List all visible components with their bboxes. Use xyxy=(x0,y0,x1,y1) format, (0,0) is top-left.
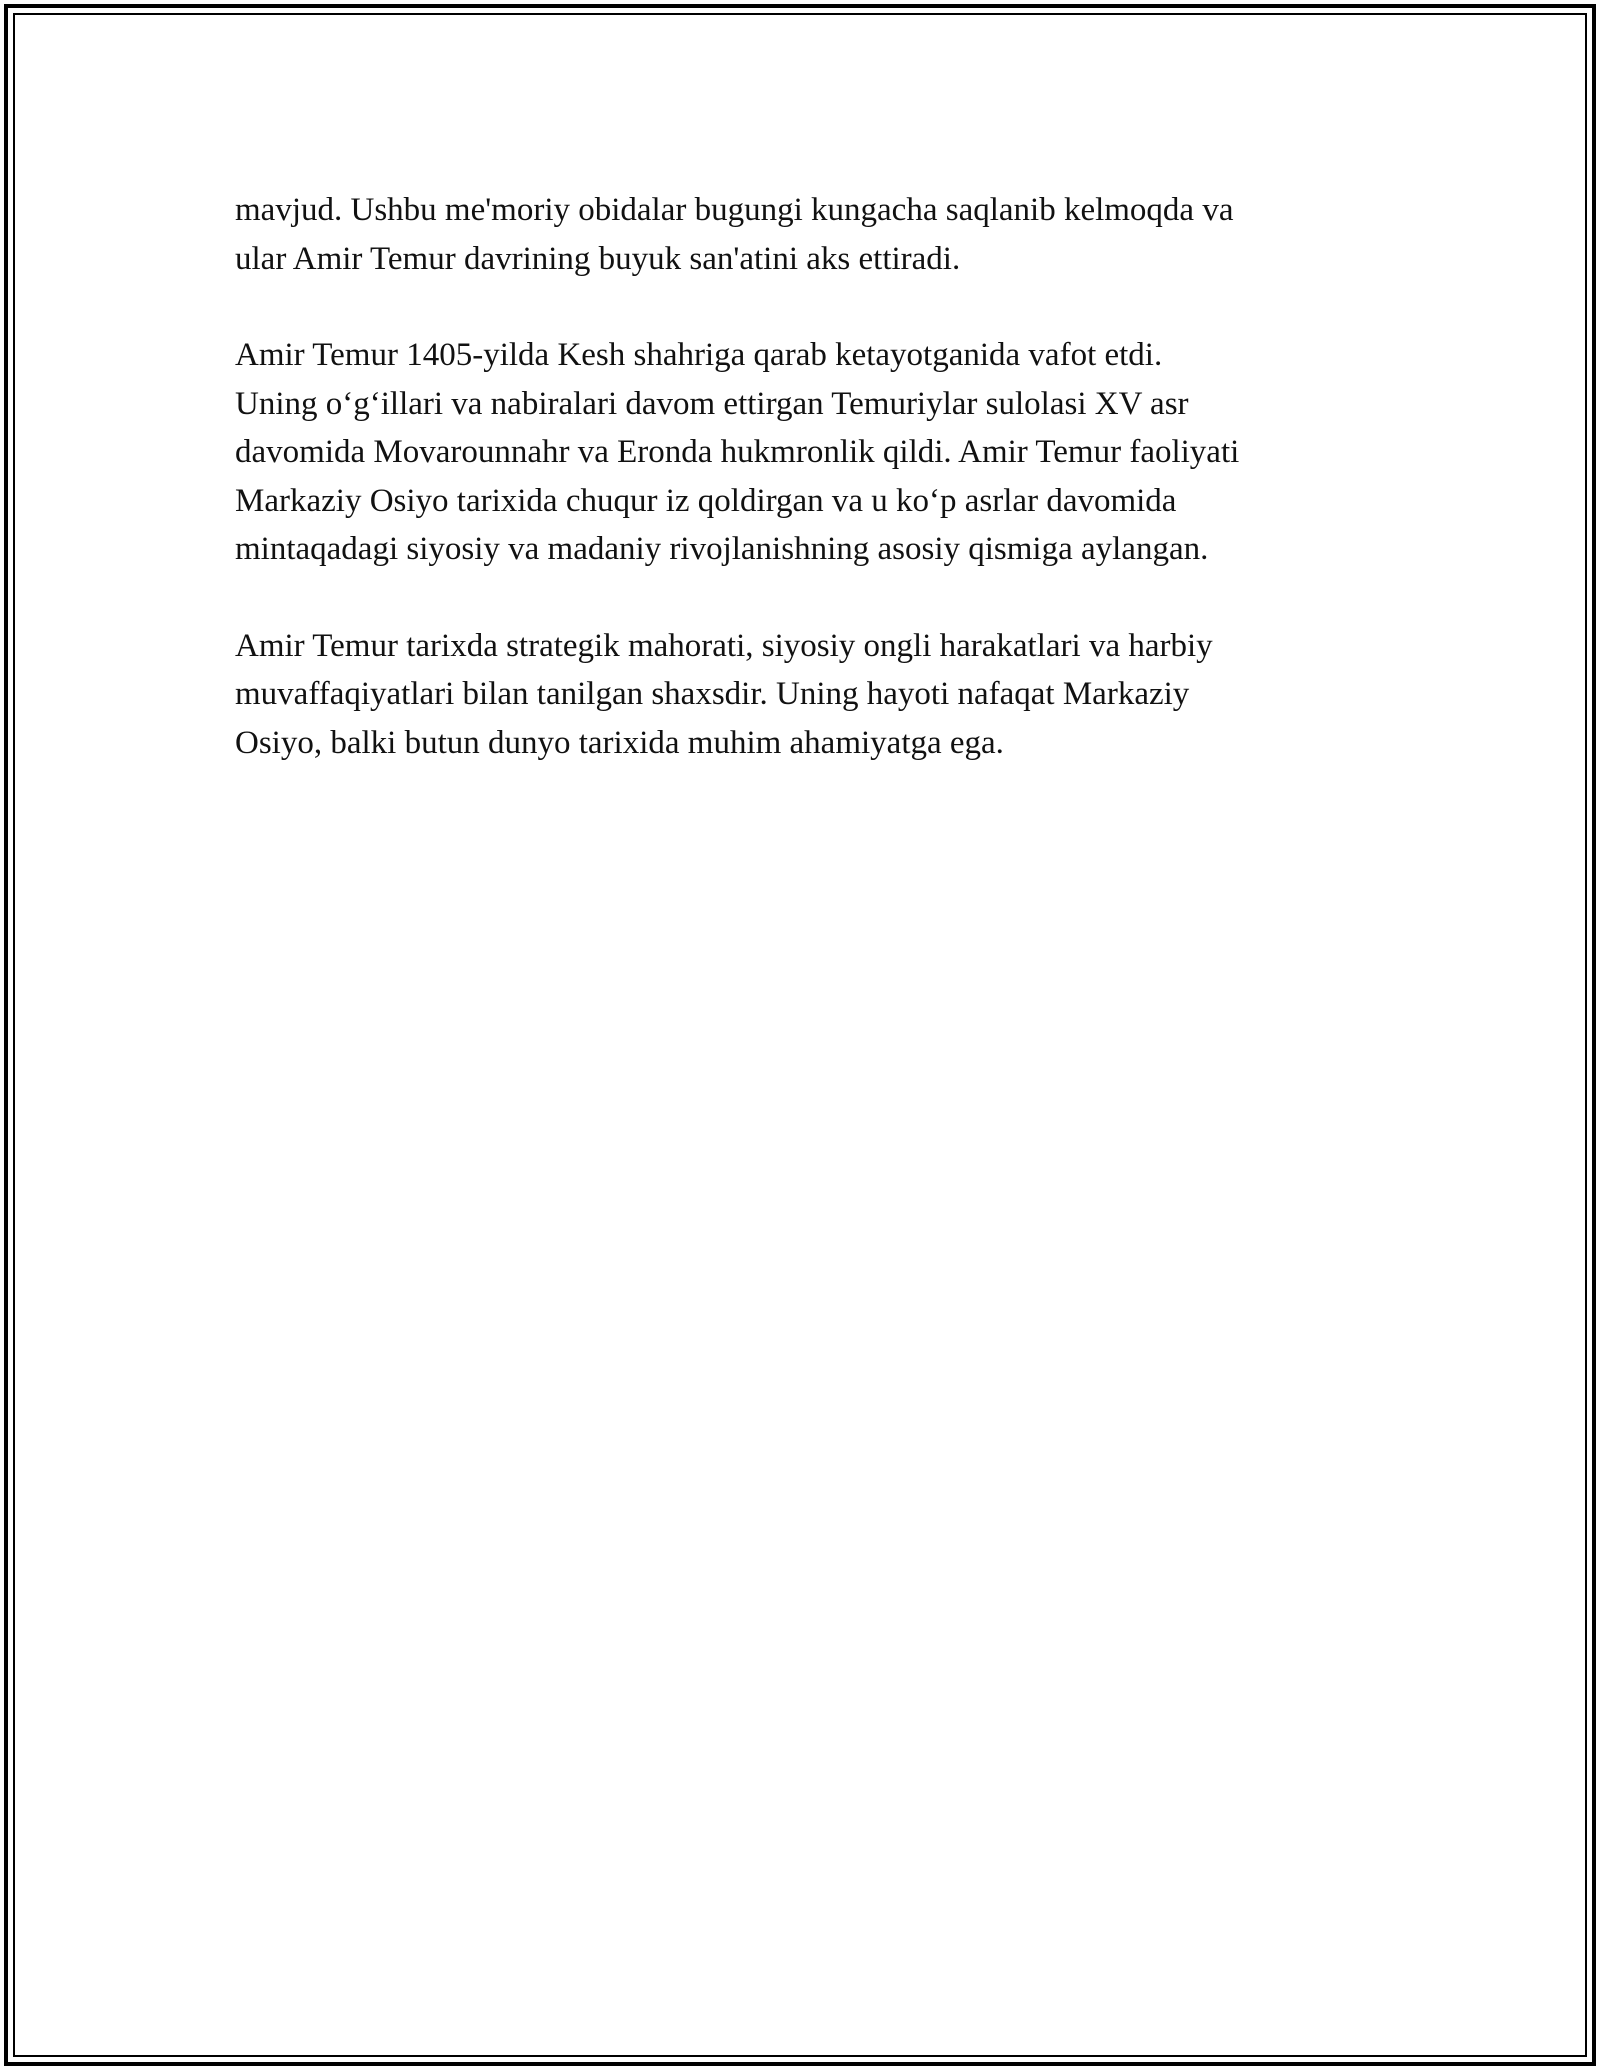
text-line: Uning o‘g‘illari va nabiralari davom ettirgan Temuriylar sulolasi XV asr xyxy=(235,385,1189,422)
document-body xyxy=(235,186,1375,815)
text-line: mintaqadagi siyosiy va madaniy rivojlanishning asosiy qismiga aylangan. xyxy=(235,531,1209,567)
text-line: ular Amir Temur davrining buyuk san'atini aks ettiradi. xyxy=(235,240,961,277)
text-line: muvaffaqiyatlari bilan tanilgan shaxsdir. Uning hayoti nafaqat Markaziy xyxy=(235,676,1190,712)
paragraph-1 xyxy=(235,186,1375,283)
text-line: Osiyo, balki butun dunyo tarixida muhim ahamiyatga ega. xyxy=(235,724,1004,761)
paragraph-3 xyxy=(235,622,1375,768)
text-line: Amir Temur tarixda strategik mahorati, siyosiy ongli harakatlari va harbiy xyxy=(235,627,1213,664)
text-line: davomida Movarounnahr va Eronda hukmronlik qildi. Amir Temur faoliyati xyxy=(235,434,1240,470)
text-line: mavjud. Ushbu me'moriy obidalar bugungi kungacha saqlanib kelmoqda va xyxy=(235,192,1234,228)
text-line: Markaziy Osiyo tarixida chuqur iz qoldirgan va u ko‘p asrlar davomida xyxy=(235,482,1177,519)
text-line: Amir Temur 1405-yilda Kesh shahriga qarab ketayotganida vafot etdi. xyxy=(235,337,1163,373)
paragraph-2 xyxy=(235,331,1375,574)
